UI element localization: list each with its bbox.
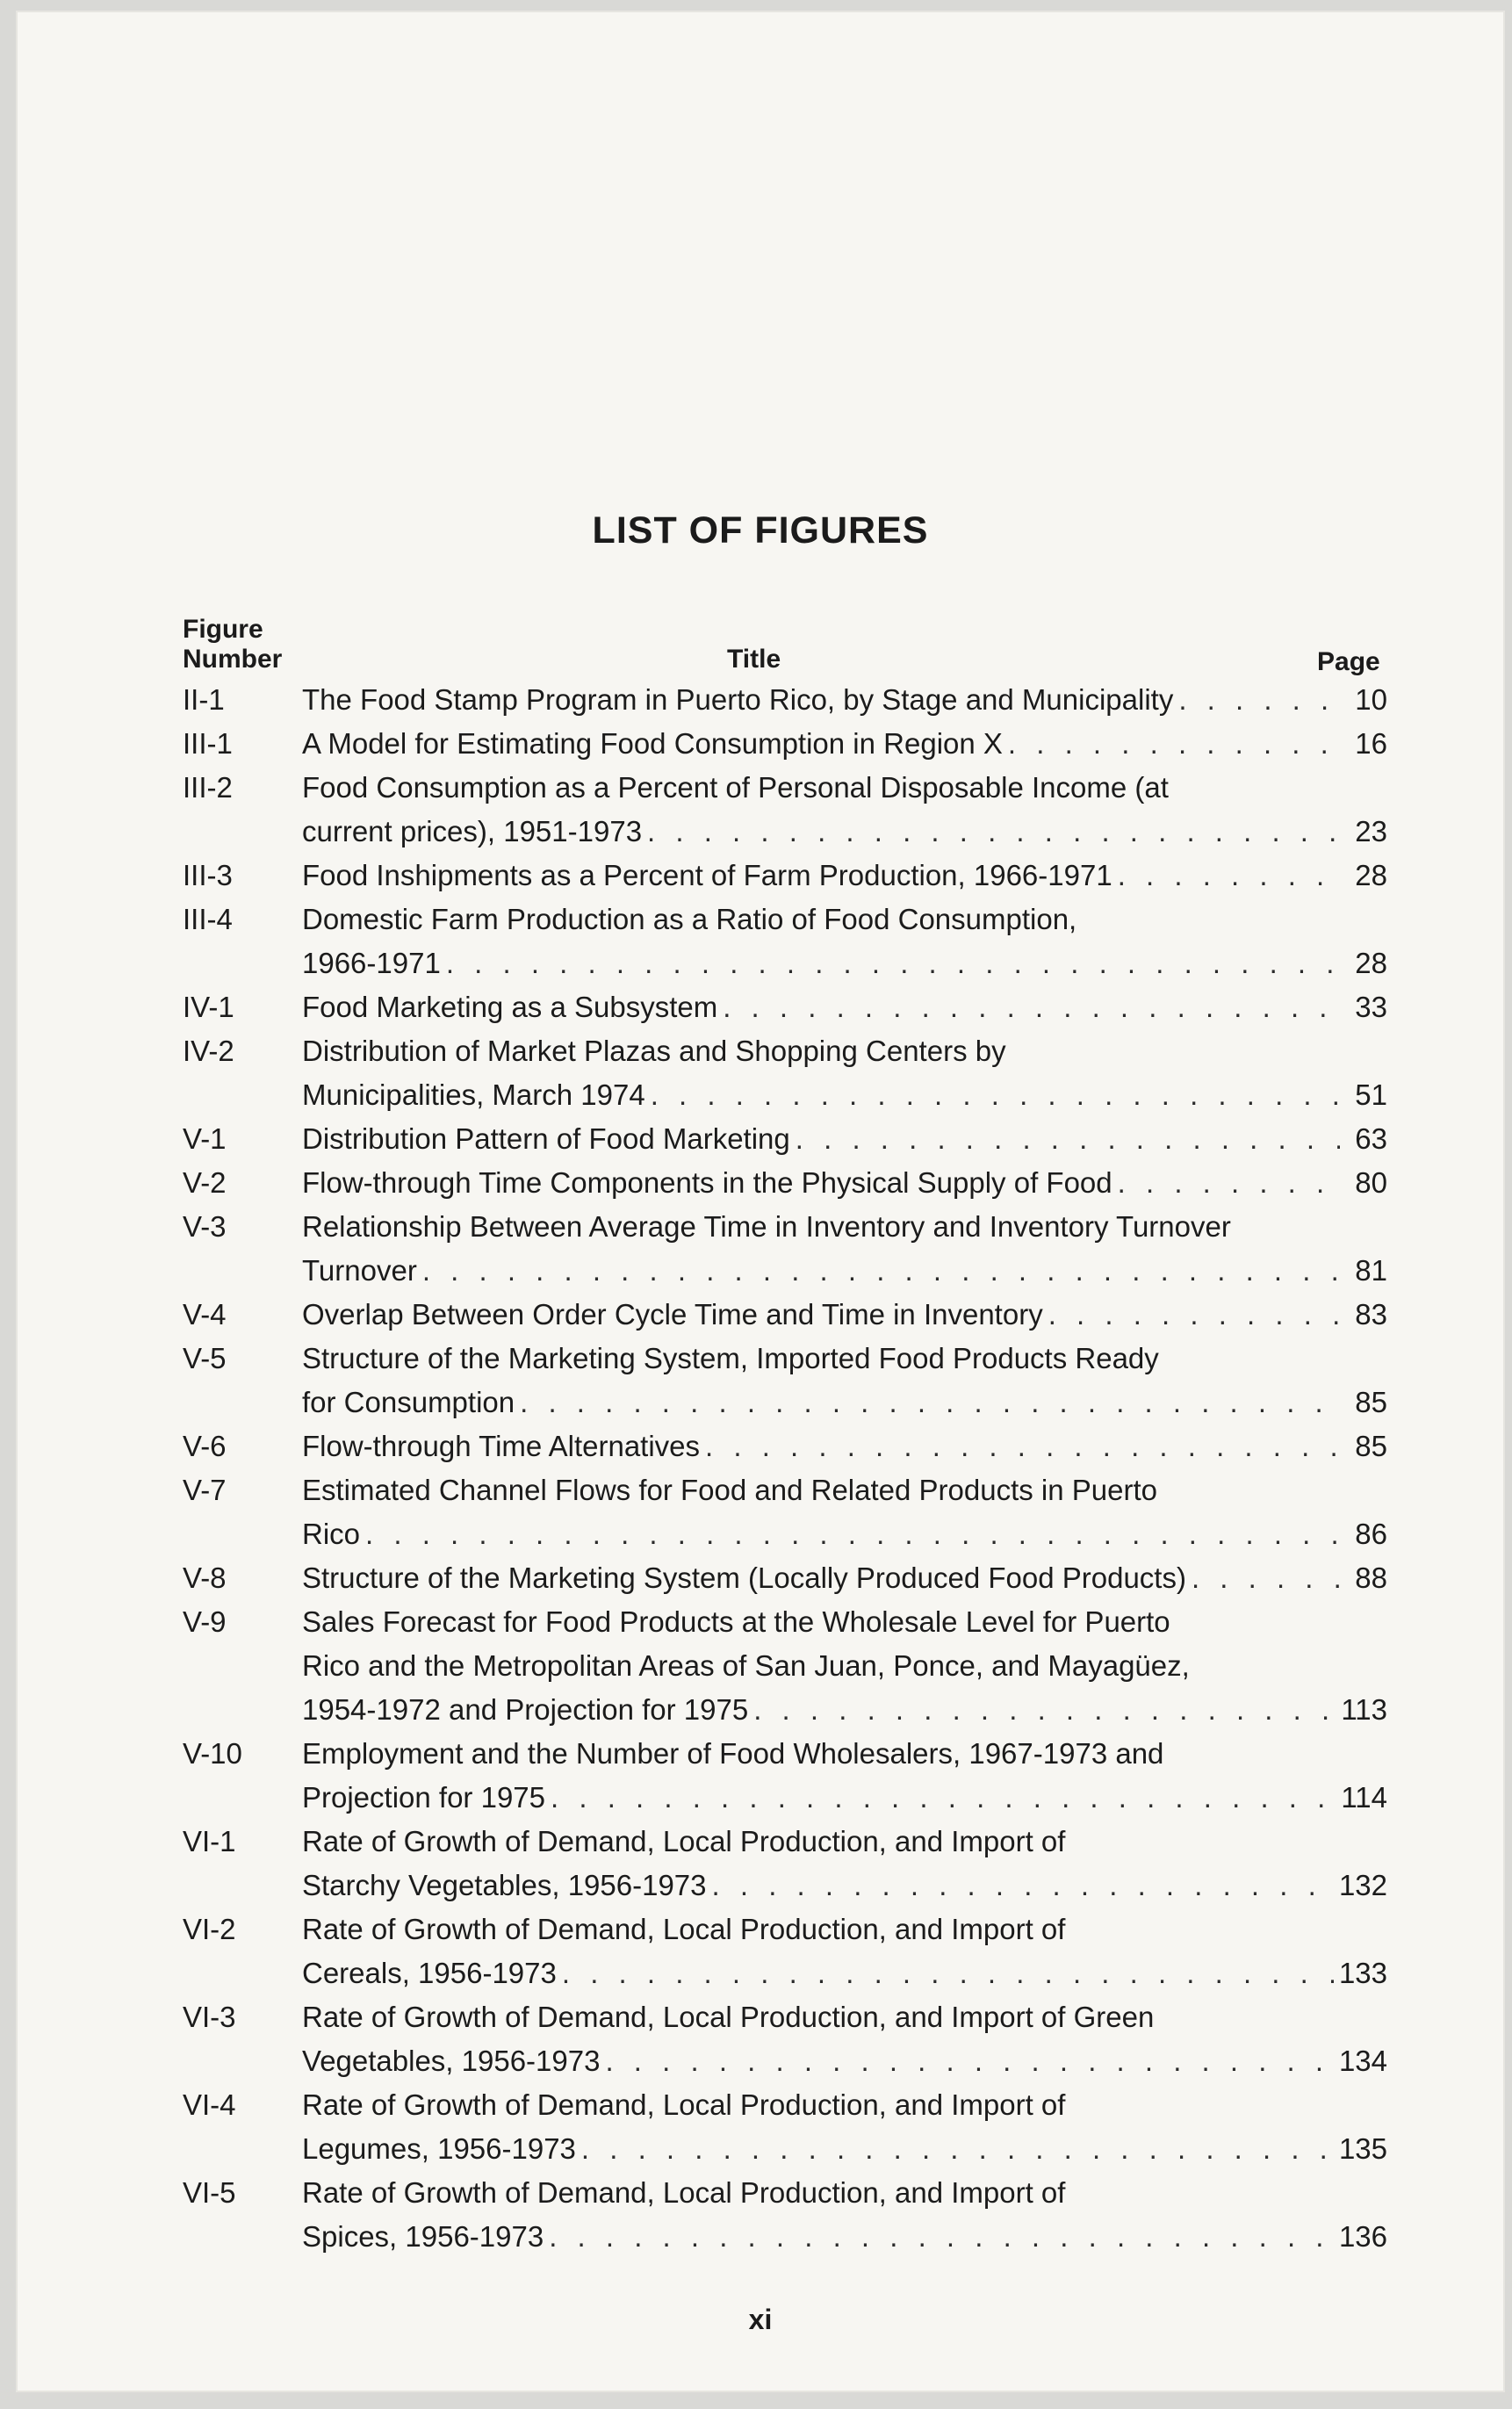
dot-leader bbox=[446, 941, 1340, 985]
figure-number: V-4 bbox=[183, 1298, 227, 1331]
figure-title bbox=[302, 1029, 1387, 1117]
figure-title bbox=[302, 1732, 1387, 1820]
figure-number: VI-3 bbox=[183, 2001, 236, 2033]
figure-number: III-3 bbox=[183, 859, 233, 891]
dot-leader bbox=[1118, 854, 1340, 898]
figure-number: IV-1 bbox=[183, 991, 234, 1023]
figure-title-line: Distribution of Market Plazas and Shopping Centers by bbox=[302, 1035, 1006, 1067]
figure-title-line: Structure of the Marketing System, Imported Food Products Ready bbox=[302, 1342, 1159, 1374]
figure-title-last-line bbox=[302, 2215, 1387, 2259]
figure-title-last-line bbox=[302, 1117, 1387, 1161]
figure-number: VI-2 bbox=[183, 1913, 236, 1945]
figure-title-text: Food Marketing as a Subsystem bbox=[302, 991, 718, 1023]
figure-title bbox=[302, 1556, 1387, 1600]
figure-entry bbox=[183, 985, 1387, 1029]
figure-title-last-line bbox=[302, 1073, 1387, 1117]
figure-title-last-line bbox=[302, 854, 1387, 898]
figure-entry bbox=[183, 1424, 1387, 1468]
figure-number: VI-5 bbox=[183, 2176, 236, 2209]
figure-list bbox=[183, 678, 1387, 2259]
figure-title bbox=[302, 1293, 1387, 1337]
column-header-figure: Figure bbox=[183, 615, 263, 644]
page-number: 23 bbox=[1355, 815, 1387, 847]
figure-number: V-5 bbox=[183, 1342, 227, 1374]
figure-title bbox=[302, 1995, 1387, 2083]
figure-title-last-line bbox=[302, 1512, 1387, 1556]
dot-leader bbox=[753, 1688, 1336, 1732]
column-header-title: Title bbox=[727, 645, 781, 674]
figure-title-line: Rate of Growth of Demand, Local Production, and Import of bbox=[302, 1913, 1066, 1945]
figure-title bbox=[302, 1337, 1387, 1424]
figure-entry bbox=[183, 898, 1387, 985]
figure-entry bbox=[183, 1556, 1387, 1600]
figure-title bbox=[302, 898, 1387, 985]
dot-leader bbox=[562, 1951, 1334, 1995]
figure-title-text: Municipalities, March 1974 bbox=[302, 1078, 645, 1111]
page-number: 114 bbox=[1341, 1781, 1387, 1814]
dot-leader bbox=[1192, 1556, 1340, 1600]
figure-title-last-line bbox=[302, 1161, 1387, 1205]
figure-number: III-4 bbox=[183, 903, 233, 935]
dot-leader bbox=[705, 1424, 1340, 1468]
figure-title bbox=[302, 1205, 1387, 1293]
figure-title-text: Vegetables, 1956-1973 bbox=[302, 2045, 601, 2077]
figure-title-line: Rate of Growth of Demand, Local Production, and Import of Green bbox=[302, 2001, 1155, 2033]
dot-leader bbox=[1008, 722, 1340, 766]
page-number: 135 bbox=[1338, 2132, 1387, 2165]
figure-title-text: current prices), 1951-1973 bbox=[302, 815, 643, 847]
dot-leader bbox=[647, 810, 1340, 854]
dot-leader bbox=[1048, 1293, 1340, 1337]
figure-title-text: 1954-1972 and Projection for 1975 bbox=[302, 1693, 749, 1726]
figure-title-last-line bbox=[302, 678, 1387, 722]
dot-leader bbox=[605, 2039, 1333, 2083]
figure-entry bbox=[183, 2083, 1387, 2171]
figure-title-text: Turnover bbox=[302, 1254, 417, 1287]
figure-title-text: Food Inshipments as a Percent of Farm Production, 1966-1971 bbox=[302, 859, 1112, 891]
page-number: 133 bbox=[1338, 1957, 1387, 1989]
figure-entry bbox=[183, 1468, 1387, 1556]
figure-entry bbox=[183, 1732, 1387, 1820]
page-number: 132 bbox=[1338, 1869, 1387, 1901]
figure-entry bbox=[183, 766, 1387, 854]
figure-entry bbox=[183, 722, 1387, 766]
dot-leader bbox=[581, 2127, 1334, 2171]
figure-title-last-line bbox=[302, 2039, 1387, 2083]
figure-entry bbox=[183, 1820, 1387, 1908]
figure-number: IV-2 bbox=[183, 1035, 234, 1067]
column-header-page: Page bbox=[1317, 647, 1380, 676]
figure-entry bbox=[183, 1600, 1387, 1732]
figure-title bbox=[302, 766, 1387, 854]
page-number: 85 bbox=[1355, 1386, 1387, 1418]
figure-title bbox=[302, 2171, 1387, 2259]
figure-title-text: Structure of the Marketing System (Locally Produced Food Products) bbox=[302, 1562, 1186, 1594]
figure-entry bbox=[183, 1908, 1387, 1995]
page-number: 10 bbox=[1355, 683, 1387, 716]
figure-number: V-7 bbox=[183, 1474, 227, 1506]
figure-number: VI-4 bbox=[183, 2088, 236, 2121]
figure-entry bbox=[183, 1337, 1387, 1424]
figure-title bbox=[302, 1424, 1387, 1468]
figure-title-last-line bbox=[302, 941, 1387, 985]
figure-title-line: Rate of Growth of Demand, Local Production, and Import of bbox=[302, 2176, 1066, 2209]
figure-title-text: Rico bbox=[302, 1518, 361, 1550]
figure-title-text: The Food Stamp Program in Puerto Rico, by Stage and Municipality bbox=[302, 683, 1174, 716]
figure-title bbox=[302, 722, 1387, 766]
page-number: 51 bbox=[1355, 1078, 1387, 1111]
figure-entry bbox=[183, 1293, 1387, 1337]
figure-title bbox=[302, 1161, 1387, 1205]
figure-title-text: 1966-1971 bbox=[302, 947, 441, 979]
figure-title bbox=[302, 2083, 1387, 2171]
page-number: 63 bbox=[1355, 1122, 1387, 1155]
figure-title-text: Distribution Pattern of Food Marketing bbox=[302, 1122, 790, 1155]
figure-title bbox=[302, 1600, 1387, 1732]
figure-title-text: Spices, 1956-1973 bbox=[302, 2220, 544, 2253]
dot-leader bbox=[796, 1117, 1340, 1161]
page-number: 28 bbox=[1355, 947, 1387, 979]
figure-number: V-10 bbox=[183, 1737, 242, 1770]
figure-entry bbox=[183, 1205, 1387, 1293]
page-number: 80 bbox=[1355, 1166, 1387, 1199]
dot-leader bbox=[651, 1073, 1340, 1117]
figure-title-last-line bbox=[302, 2127, 1387, 2171]
figure-title-line: Relationship Between Average Time in Inventory and Inventory Turnover bbox=[302, 1210, 1231, 1243]
dot-leader bbox=[1178, 678, 1340, 722]
figure-entry bbox=[183, 1995, 1387, 2083]
dot-leader bbox=[549, 2215, 1334, 2259]
dot-leader bbox=[1118, 1161, 1340, 1205]
figure-number: III-1 bbox=[183, 727, 233, 760]
figure-entry bbox=[183, 1161, 1387, 1205]
figure-title-line: Food Consumption as a Percent of Personal Disposable Income (at bbox=[302, 771, 1169, 804]
figure-title-last-line bbox=[302, 1381, 1387, 1424]
figure-title-last-line bbox=[302, 1249, 1387, 1293]
page-number: 88 bbox=[1355, 1562, 1387, 1594]
figure-title-line: Rico and the Metropolitan Areas of San Juan, Ponce, and Mayagüez, bbox=[302, 1649, 1190, 1682]
figure-entry bbox=[183, 1029, 1387, 1117]
figure-entry bbox=[183, 678, 1387, 722]
figure-title-text: A Model for Estimating Food Consumption in Region X bbox=[302, 727, 1003, 760]
page-number: 136 bbox=[1338, 2220, 1387, 2253]
dot-leader bbox=[422, 1249, 1340, 1293]
figure-title-text: Flow-through Time Alternatives bbox=[302, 1430, 701, 1462]
figure-title-line: Rate of Growth of Demand, Local Production, and Import of bbox=[302, 2088, 1066, 2121]
figure-number: III-2 bbox=[183, 771, 233, 804]
figure-title-last-line bbox=[302, 1424, 1387, 1468]
dot-leader bbox=[551, 1776, 1336, 1820]
figure-entry bbox=[183, 854, 1387, 898]
figure-title-last-line bbox=[302, 1951, 1387, 1995]
page-number: 113 bbox=[1341, 1693, 1387, 1726]
figure-title-text: Overlap Between Order Cycle Time and Time in Inventory bbox=[302, 1298, 1043, 1331]
figure-title bbox=[302, 1117, 1387, 1161]
figure-entry bbox=[183, 1117, 1387, 1161]
dot-leader bbox=[723, 985, 1340, 1029]
figure-title-last-line bbox=[302, 1776, 1387, 1820]
figure-title-text: Flow-through Time Components in the Physical Supply of Food bbox=[302, 1166, 1112, 1199]
figure-title-last-line bbox=[302, 722, 1387, 766]
figure-title-text: Cereals, 1956-1973 bbox=[302, 1957, 557, 1989]
dot-leader bbox=[712, 1864, 1334, 1908]
figure-title-last-line bbox=[302, 1688, 1387, 1732]
figure-title-line: Estimated Channel Flows for Food and Related Products in Puerto bbox=[302, 1474, 1158, 1506]
figure-title-text: for Consumption bbox=[302, 1386, 515, 1418]
page-folio: xi bbox=[748, 2304, 773, 2335]
page-number: 81 bbox=[1355, 1254, 1387, 1287]
figure-title-last-line bbox=[302, 810, 1387, 854]
figure-title-last-line bbox=[302, 1556, 1387, 1600]
figure-number: V-8 bbox=[183, 1562, 227, 1594]
column-header-number: Number bbox=[183, 645, 283, 674]
page-number: 134 bbox=[1338, 2045, 1387, 2077]
figure-entry bbox=[183, 2171, 1387, 2259]
page-number: 85 bbox=[1355, 1430, 1387, 1462]
figure-title-line: Domestic Farm Production as a Ratio of Food Consumption, bbox=[302, 903, 1077, 935]
figure-title-line: Rate of Growth of Demand, Local Production, and Import of bbox=[302, 1825, 1066, 1857]
page-number: 16 bbox=[1355, 727, 1387, 760]
figure-number: V-1 bbox=[183, 1122, 227, 1155]
figure-title bbox=[302, 854, 1387, 898]
document-page bbox=[16, 11, 1505, 2392]
figure-title-last-line bbox=[302, 1864, 1387, 1908]
figure-title bbox=[302, 678, 1387, 722]
figure-title bbox=[302, 1908, 1387, 1995]
figure-number: VI-1 bbox=[183, 1825, 236, 1857]
figure-title-text: Legumes, 1956-1973 bbox=[302, 2132, 576, 2165]
figure-number: II-1 bbox=[183, 683, 225, 716]
figure-title-last-line bbox=[302, 1293, 1387, 1337]
page-number: 86 bbox=[1355, 1518, 1387, 1550]
figure-title bbox=[302, 1468, 1387, 1556]
figure-number: V-3 bbox=[183, 1210, 227, 1243]
figure-title-line: Sales Forecast for Food Products at the Wholesale Level for Puerto bbox=[302, 1605, 1170, 1638]
page-number: 28 bbox=[1355, 859, 1387, 891]
figure-title-last-line bbox=[302, 985, 1387, 1029]
figure-number: V-2 bbox=[183, 1166, 227, 1199]
figure-title bbox=[302, 985, 1387, 1029]
dot-leader bbox=[520, 1381, 1340, 1424]
page-number: 33 bbox=[1355, 991, 1387, 1023]
page-number: 83 bbox=[1355, 1298, 1387, 1331]
figure-title-line: Employment and the Number of Food Wholesalers, 1967-1973 and bbox=[302, 1737, 1164, 1770]
figure-number: V-6 bbox=[183, 1430, 227, 1462]
dot-leader bbox=[365, 1512, 1340, 1556]
figure-number: V-9 bbox=[183, 1605, 227, 1638]
figure-title-text: Projection for 1975 bbox=[302, 1781, 546, 1814]
page-title: LIST OF FIGURES bbox=[592, 509, 929, 552]
figure-title-text: Starchy Vegetables, 1956-1973 bbox=[302, 1869, 707, 1901]
figure-title bbox=[302, 1820, 1387, 1908]
